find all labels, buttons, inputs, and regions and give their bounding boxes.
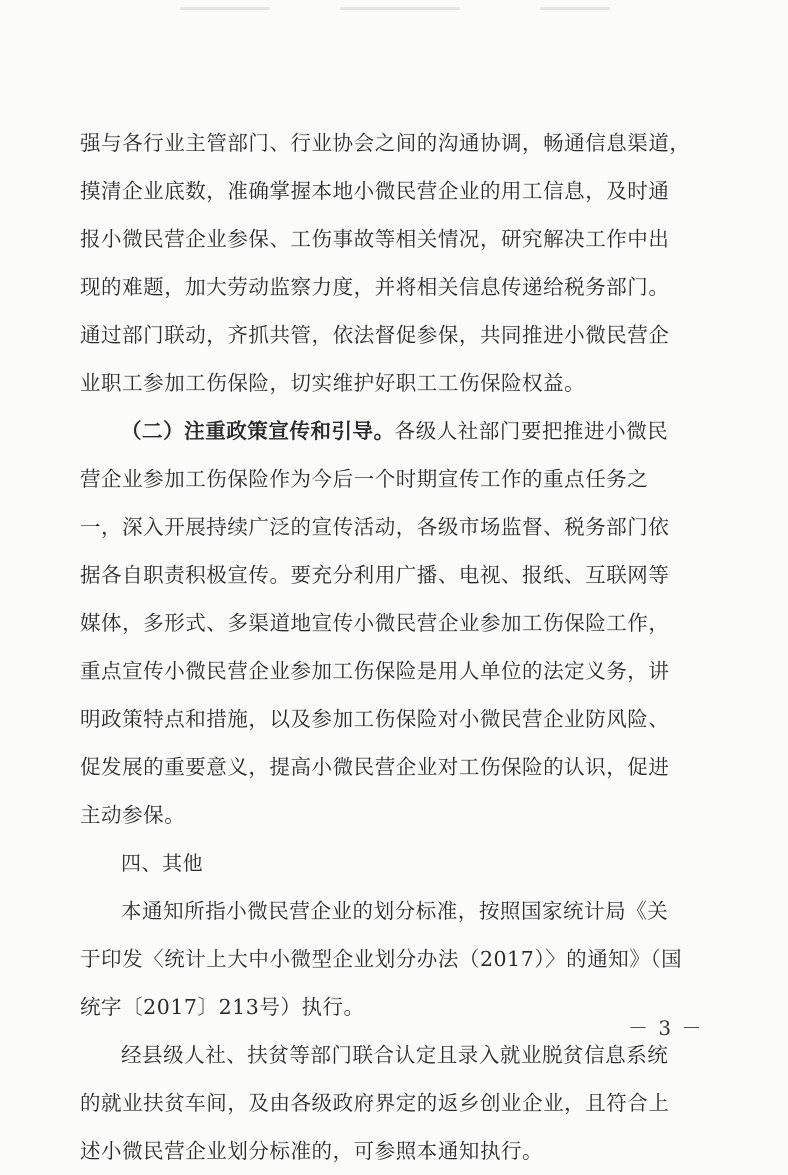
text-line: 主动参保。 — [80, 803, 186, 827]
body-text — [80, 119, 712, 1175]
text-line: 于印发〈统计上大中小微型企业划分办法（2017）〉的通知》（国 — [80, 947, 683, 971]
text-line: 经县级人社、扶贫等部门联合认定且录入就业脱贫信息系统 — [121, 1043, 669, 1067]
text-line: 统字〔2017〕213号）执行。 — [80, 995, 365, 1019]
section-subheading: （二）注重政策宣传和引导。 — [121, 419, 395, 443]
text-line: 现的难题，加大劳动监察力度，并将相关信息传递给税务部门。 — [80, 275, 670, 299]
text-line: 业职工参加工伤保险，切实维护好职工工伤保险权益。 — [80, 371, 586, 395]
text-line: 据各自职责积极宣传。要充分利用广播、电视、报纸、互联网等 — [80, 563, 670, 587]
text-line: 明政策特点和措施，以及参加工伤保险对小微民营企业防风险、 — [80, 707, 670, 731]
paragraph-start-line — [80, 407, 712, 455]
text-line: 重点宣传小微民营企业参加工伤保险是用人单位的法定义务，讲 — [80, 659, 670, 683]
scan-mark — [340, 7, 460, 10]
scan-mark — [180, 7, 270, 10]
text-line: 的就业扶贫车间，及由各级政府界定的返乡创业企业，且符合上 — [80, 1091, 670, 1115]
text-line: 强与各行业主管部门、行业协会之间的沟通协调，畅通信息渠道， — [80, 131, 691, 155]
text-line: 摸清企业底数，准确掌握本地小微民营企业的用工信息，及时通 — [80, 179, 670, 203]
text-line: 一，深入开展持续广泛的宣传活动，各级市场监督、税务部门依 — [80, 515, 670, 539]
scan-mark — [540, 7, 610, 10]
text-span: 各级人社部门要把推进小微民 — [394, 419, 669, 443]
text-line: 报小微民营企业参保、工伤事故等相关情况，研究解决工作中出 — [80, 227, 670, 251]
text-line: 媒体，多形式、多渠道地宣传小微民营企业参加工伤保险工作， — [80, 611, 670, 635]
text-line: 述小微民营企业划分标准的，可参照本通知执行。 — [80, 1139, 544, 1163]
page-number: － 3 － — [628, 1016, 704, 1040]
text-line: 促发展的重要意义，提高小微民营企业对工伤保险的认识，促进 — [80, 755, 670, 779]
section-heading: 四、其他 — [121, 851, 204, 875]
text-line: 营企业参加工伤保险作为今后一个时期宣传工作的重点任务之 — [80, 467, 649, 491]
text-line: 本通知所指小微民营企业的划分标准，按照国家统计局《关 — [121, 899, 669, 923]
text-line: 通过部门联动，齐抓共管，依法督促参保，共同推进小微民营企 — [80, 323, 670, 347]
